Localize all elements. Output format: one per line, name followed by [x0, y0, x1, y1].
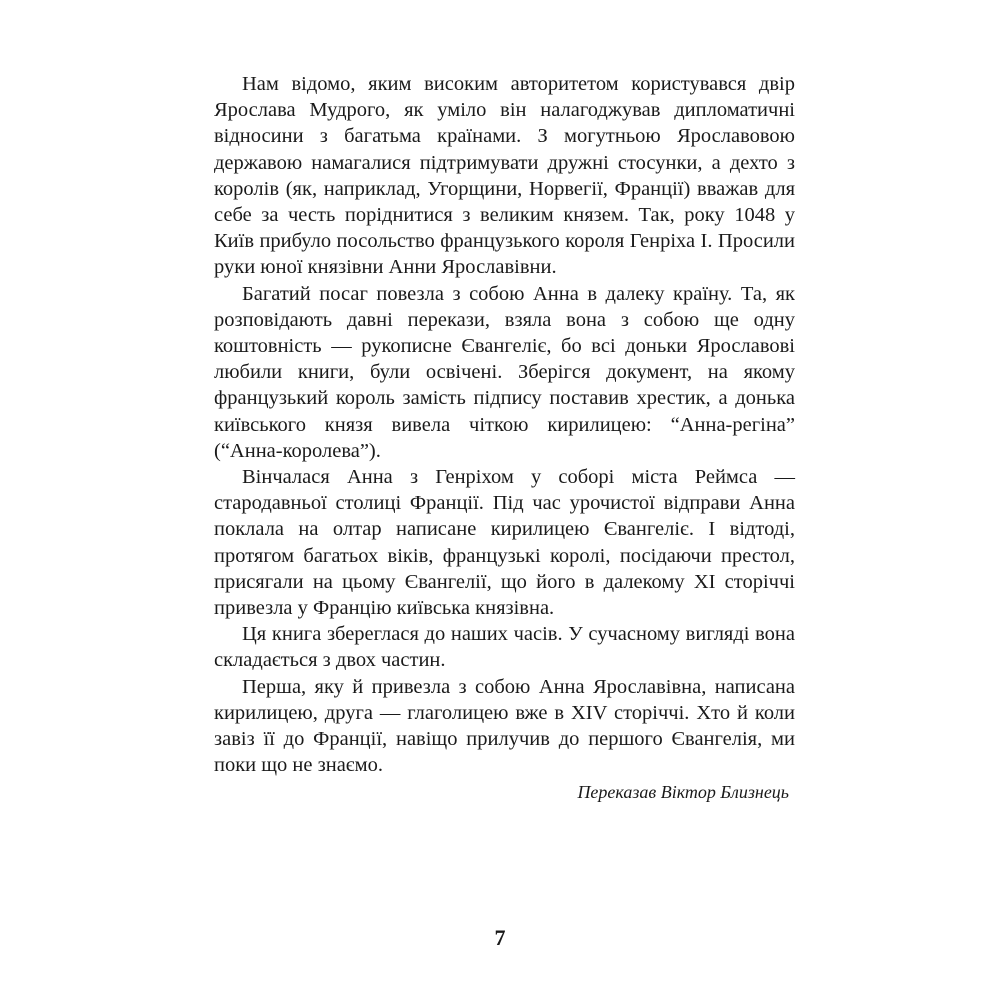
paragraph-5: Перша, яку й привезла з собою Анна Ярославівна, написана кирилицею, друга — глаголицею вже в XIV сторіччі. Хто й коли завіз її до Франції, навіщо прилучив до першого Євангелія, ми поки що не знаємо.	[214, 675, 795, 777]
paragraph-2: Багатий посаг повезла з собою Анна в далеку країну. Та, як розповідають давні перекази, взяла вона з собою ще одну коштовність — рукописне Євангеліє, бо всі доньки Ярославові любили книги, були освічені. Зберігся документ, на якому французький король замість підпису поставив хрестик, а донька київського князя вивела чіткою кирилицею: “Анна-регіна” (“Анна-королева”).	[214, 282, 795, 462]
paragraph-3: Вінчалася Анна з Генріхом у соборі міста Реймса — стародавньої столиці Франції. Під час урочистої відправи Анна поклала на олтар написане кирилицею Євангеліє. І відтоді, протягом багатьох віків, французькі королі, посідаючи престол, присягали на цьому Євангелії, що його в далекому XI сторіччі привезла у Францію київська князівна.	[214, 466, 795, 620]
paragraph-1: Нам відомо, яким високим авторитетом користувався двір Ярослава Мудрого, як уміло він налагоджував дипломатичні відносини з багатьма країнами. З могутньою Ярославовою державою намагалися підтримувати дружні стосунки, а дехто з королів (як, наприклад, Угорщини, Норвегії, Франції) вважав для себе за честь поріднитися з великим князем. Так, року 1048 у Київ прибуло посольство французького короля Генріха І. Просили руки юної князівни Анни Ярославівни.	[214, 73, 795, 279]
author-signature: Переказав Віктор Близнець	[577, 782, 789, 803]
paragraph-4: Ця книга збереглася до наших часів. У сучасному вигляді вона складається з двох частин.	[214, 623, 795, 672]
page-number: 7	[494, 925, 506, 950]
main-text	[214, 71, 795, 804]
